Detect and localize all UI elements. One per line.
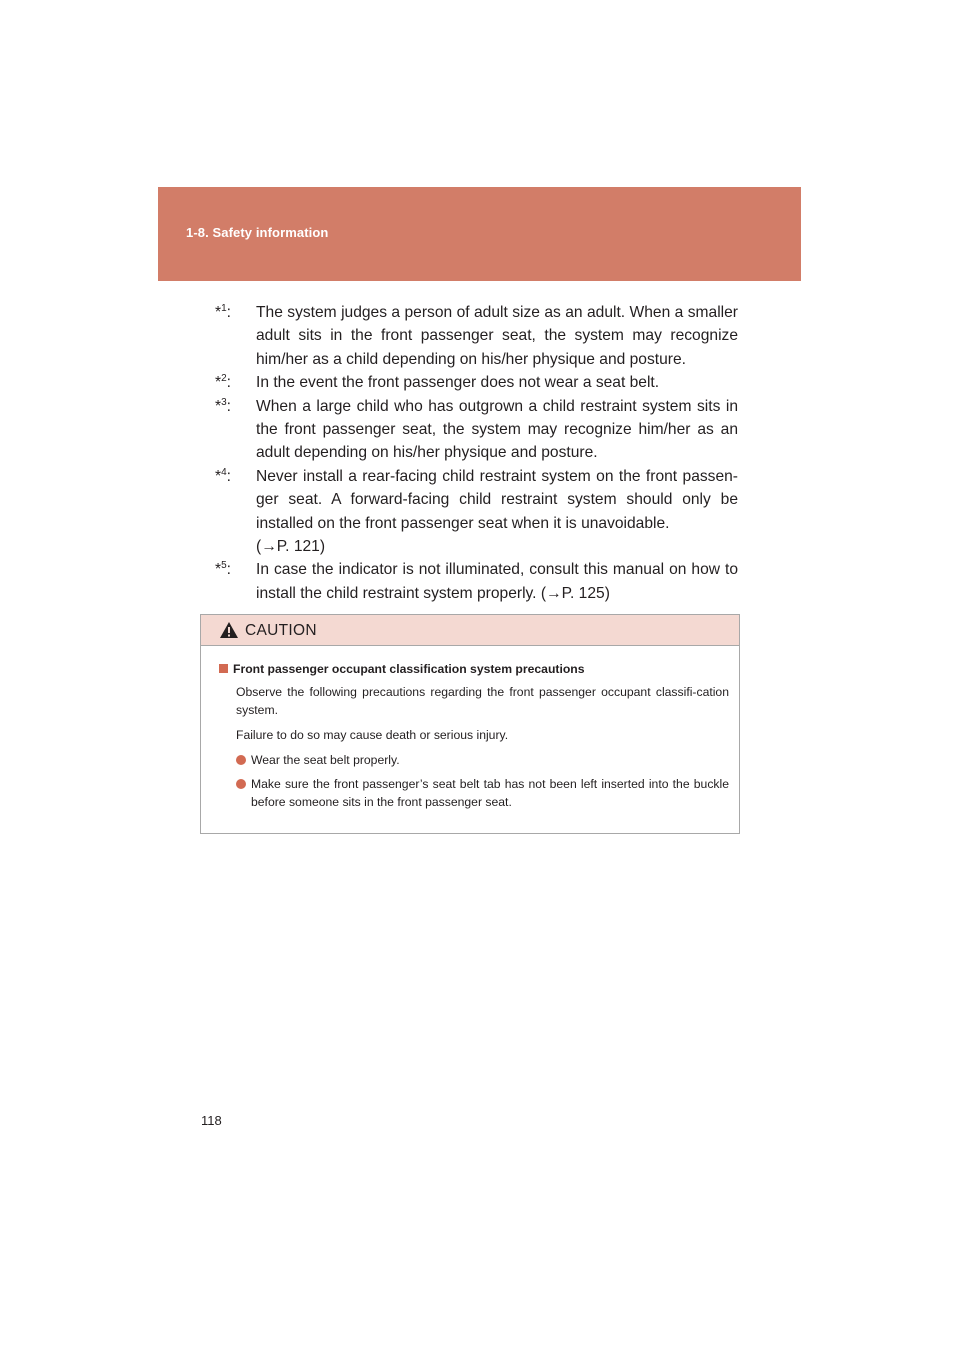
page-reference: (→P. 121) [256,538,326,556]
caution-body [201,646,739,811]
footnote-marker: *$^5$: [215,560,231,579]
footnotes-list [213,301,738,605]
footnote-text: When a large child who has outgrown a child restraint system sits in the front passenger seat, the system may recognize him/her as an adult depending on his/her physique and posture. [256,397,738,462]
footnote-text: Never install a rear-facing child restraint system on the front passen-ger seat. A forward-facing child restraint system should only be installed on the front passenger seat when it is unavoidable. [256,467,738,532]
page-number: 118 [201,1113,222,1128]
circle-bullet-icon [236,779,246,789]
footnote-3 [213,395,738,465]
warning-triangle-icon [219,621,239,644]
caution-heading: Front passenger occupant classification system precautions [219,660,733,678]
caution-title: CAUTION [245,622,317,639]
caution-box [200,614,740,834]
caution-paragraph: Observe the following precautions regarding the front passenger occupant classifi-cation system. [236,685,729,717]
footnote-marker: *$^1$: [215,303,231,321]
footnote-marker: *$^3$: [215,396,231,415]
footnote-marker: *$^4$: [215,466,231,485]
square-bullet-icon [219,664,228,673]
caution-header [201,615,739,646]
footnote-text: In case the indicator is not illuminated, consult this manual on how to install the child restraint system properly. (→P. 125) [256,561,738,602]
circle-bullet-icon [236,755,246,765]
footnote-marker: *$^2$: [215,373,231,392]
caution-paragraph: Failure to do so may cause death or serious injury. [236,728,509,742]
section-title: 1-8. Safety information [186,225,329,240]
footnote-text: In the event the front passenger does not wear a seat belt. [256,374,660,392]
footnote-5 [213,558,738,605]
caution-bullet: Make sure the front passenger’s seat belt tab has not been left inserted into the buckle before someone sits in the front passenger seat. [219,775,733,811]
footnote-2 [213,371,738,394]
footnote-4 [213,465,738,559]
section-header-band [158,187,801,281]
footnote-1 [213,301,738,371]
footnote-text: The system judges a person of adult size as an adult. When a smaller adult sits in the front passenger seat, the system may recognize him/her as a child depending on his/her physique and posture. [256,304,738,368]
caution-bullet: Wear the seat belt properly. [219,751,733,769]
